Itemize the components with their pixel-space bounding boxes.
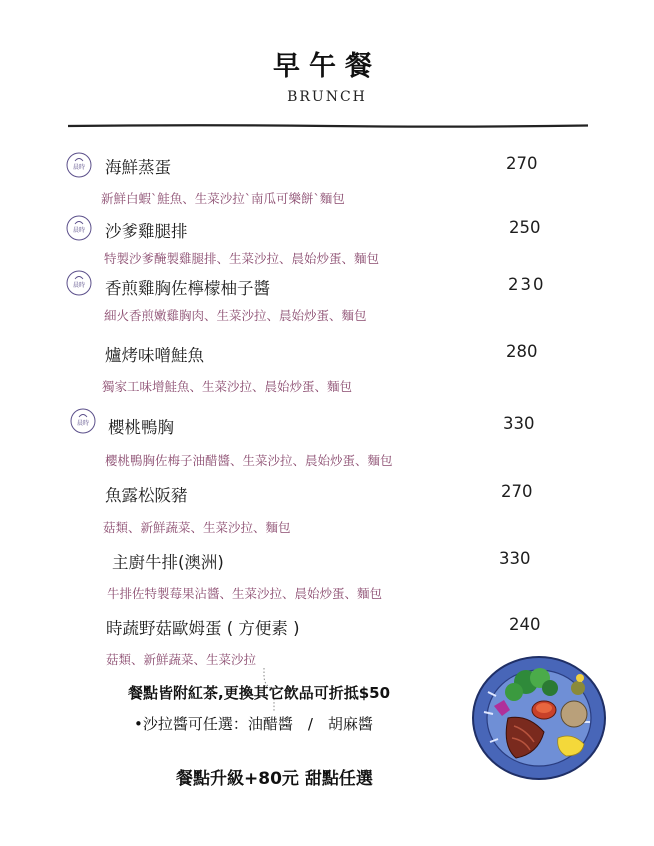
item-name: 爐烤味噌鮭魚	[105, 346, 204, 365]
svg-text:晨時: 晨時	[72, 164, 86, 171]
item-desc: 細火香煎嫩雞胸肉、生菜沙拉、晨始炒蛋、麵包	[104, 308, 367, 323]
chef-badge-icon	[66, 215, 92, 241]
item-name: 櫻桃鴨胸	[108, 418, 174, 437]
brunch-plate-illustration	[470, 652, 608, 782]
chef-badge-icon	[70, 408, 96, 434]
dressing-note: •沙拉醬可任選：油醋醬 / 胡麻醬	[134, 715, 373, 733]
item-desc: 特製沙爹醃製雞腿排、生菜沙拉、晨始炒蛋、麵包	[104, 251, 380, 266]
item-name: 海鮮蒸蛋	[105, 158, 171, 177]
svg-text:晨時: 晨時	[72, 227, 86, 234]
chef-badge-icon	[66, 152, 92, 178]
item-desc: 新鮮白蝦ˋ鮭魚、生菜沙拉ˋ南瓜可樂餅ˋ麵包	[101, 191, 345, 206]
item-desc: 牛排佐特製莓果沾醬、生菜沙拉、晨始炒蛋、麵包	[107, 586, 383, 601]
item-price: 330	[499, 549, 531, 568]
item-price: 240	[509, 615, 541, 634]
svg-text:晨時: 晨時	[72, 282, 86, 289]
item-price: 270	[501, 482, 533, 501]
item-desc: 菇類、新鮮蔬菜、生菜沙拉	[106, 652, 257, 667]
item-price: 270	[506, 154, 538, 173]
upgrade-note: 餐點升級+80元 甜點任選	[176, 769, 373, 789]
item-name: 主廚牛排(澳洲)	[112, 553, 224, 572]
item-price: 330	[503, 414, 535, 433]
page-title: 早午餐	[273, 51, 381, 82]
item-price: 250	[509, 218, 541, 237]
item-name: 魚露松阪豬	[105, 486, 188, 505]
item-desc: 櫻桃鴨胸佐梅子油醋醬、生菜沙拉、晨始炒蛋、麵包	[105, 453, 393, 468]
item-name: 香煎雞胸佐檸檬柚子醬	[105, 279, 270, 298]
item-price: 230	[508, 275, 546, 294]
svg-text:晨時: 晨時	[76, 420, 90, 427]
item-name: 時蔬野菇歐姆蛋 ( 方便素 )	[106, 619, 300, 638]
item-desc: 菇類、新鮮蔬菜、生菜沙拉、麵包	[103, 520, 291, 535]
chef-badge-icon	[66, 270, 92, 296]
item-price: 280	[506, 342, 538, 361]
item-name: 沙爹雞腿排	[105, 222, 188, 241]
header-divider	[68, 124, 588, 128]
page-subtitle: BRUNCH	[287, 89, 367, 105]
tea-note: 餐點皆附紅茶,更換其它飲品可折抵$50	[128, 684, 391, 702]
item-desc: 獨家工味增鮭魚、生菜沙拉、晨始炒蛋、麵包	[102, 379, 353, 394]
